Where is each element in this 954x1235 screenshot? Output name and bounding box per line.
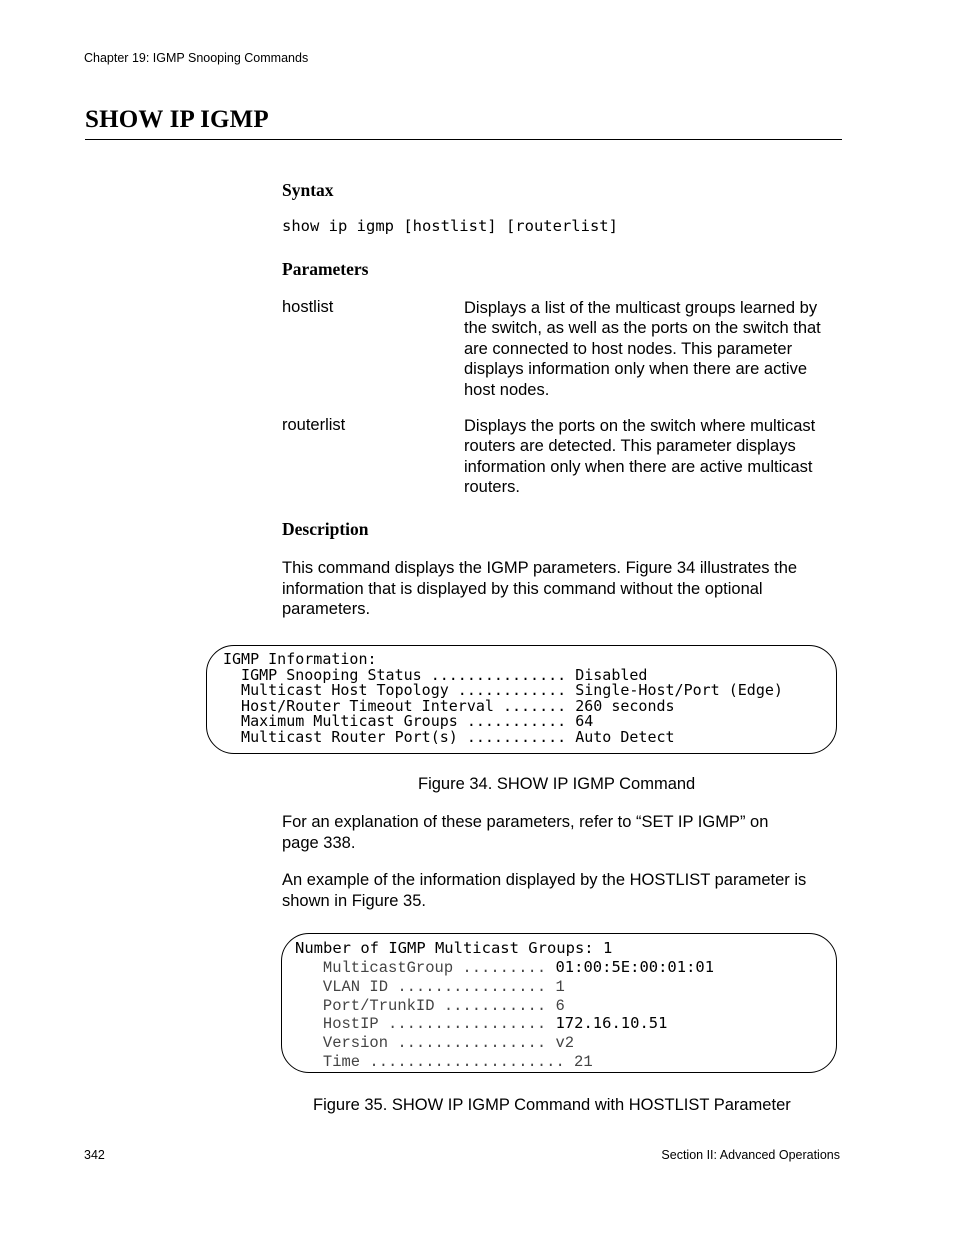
figure-34-line: IGMP Snooping Status ............... Disabled <box>223 666 648 684</box>
figure-35-row: Version ................ v2 <box>295 1034 575 1052</box>
figure-35-row: MulticastGroup ......... 01:00:5E:00:01:01 <box>295 958 715 977</box>
page-number: 342 <box>84 1148 105 1162</box>
figure-35-row: VLAN ID ................ 1 <box>295 978 565 996</box>
description-heading: Description <box>282 519 369 539</box>
parameters-heading: Parameters <box>282 259 369 279</box>
figure-35-caption: Figure 35. SHOW IP IGMP Command with HOSTLIST Parameter <box>313 1096 791 1114</box>
param-desc-routerlist: Displays the ports on the switch where multicast routers are detected. This parameter displays information only when there are active multicast routers. <box>464 417 816 497</box>
figure-35-row: HostIP ................. 172.16.10.51 <box>295 1014 668 1033</box>
param-name-hostlist: hostlist <box>282 298 334 316</box>
page-title: SHOW IP IGMP <box>85 106 269 133</box>
param-desc-hostlist: Displays a list of the multicast groups learned by the switch, as well as the ports on the switch that are connected to host nodes. This parameter displays information only when there are active host nodes. <box>464 299 821 399</box>
figure-34-line: Maximum Multicast Groups ........... 64 <box>223 712 594 730</box>
title-divider <box>85 139 842 140</box>
figure-35-first-line: Number of IGMP Multicast Groups: 1 <box>295 939 613 957</box>
figure-34-line: Multicast Host Topology ............ Single-Host/Port (Edge) <box>223 681 783 699</box>
running-header: Chapter 19: IGMP Snooping Commands <box>84 51 309 65</box>
figure-34-line: IGMP Information: <box>223 650 377 668</box>
figure-35-row: Time ..................... 21 <box>295 1053 593 1071</box>
figure-34-line: Multicast Router Port(s) ........... Auto Detect <box>223 728 675 746</box>
example-paragraph: An example of the information displayed by the HOSTLIST parameter is shown in Figure 35. <box>282 871 807 910</box>
figure-34-line: Host/Router Timeout Interval ....... 260 seconds <box>223 697 675 715</box>
section-footer: Section II: Advanced Operations <box>661 1148 840 1162</box>
figure-35-row: Port/TrunkID ........... 6 <box>295 997 565 1015</box>
syntax-command: show ip igmp [hostlist] [routerlist] <box>282 217 618 235</box>
figure-34-screen <box>206 645 837 754</box>
param-name-routerlist: routerlist <box>282 416 346 434</box>
description-paragraph: This command displays the IGMP parameters. Figure 34 illustrates the information that is displayed by this command without the optional parameters. <box>282 559 798 618</box>
explanation-paragraph: For an explanation of these parameters, refer to “SET IP IGMP” on page 338. <box>282 813 769 852</box>
figure-34-caption: Figure 34. SHOW IP IGMP Command <box>418 775 696 793</box>
syntax-heading: Syntax <box>282 180 334 200</box>
figure-35-screen <box>281 933 837 1073</box>
